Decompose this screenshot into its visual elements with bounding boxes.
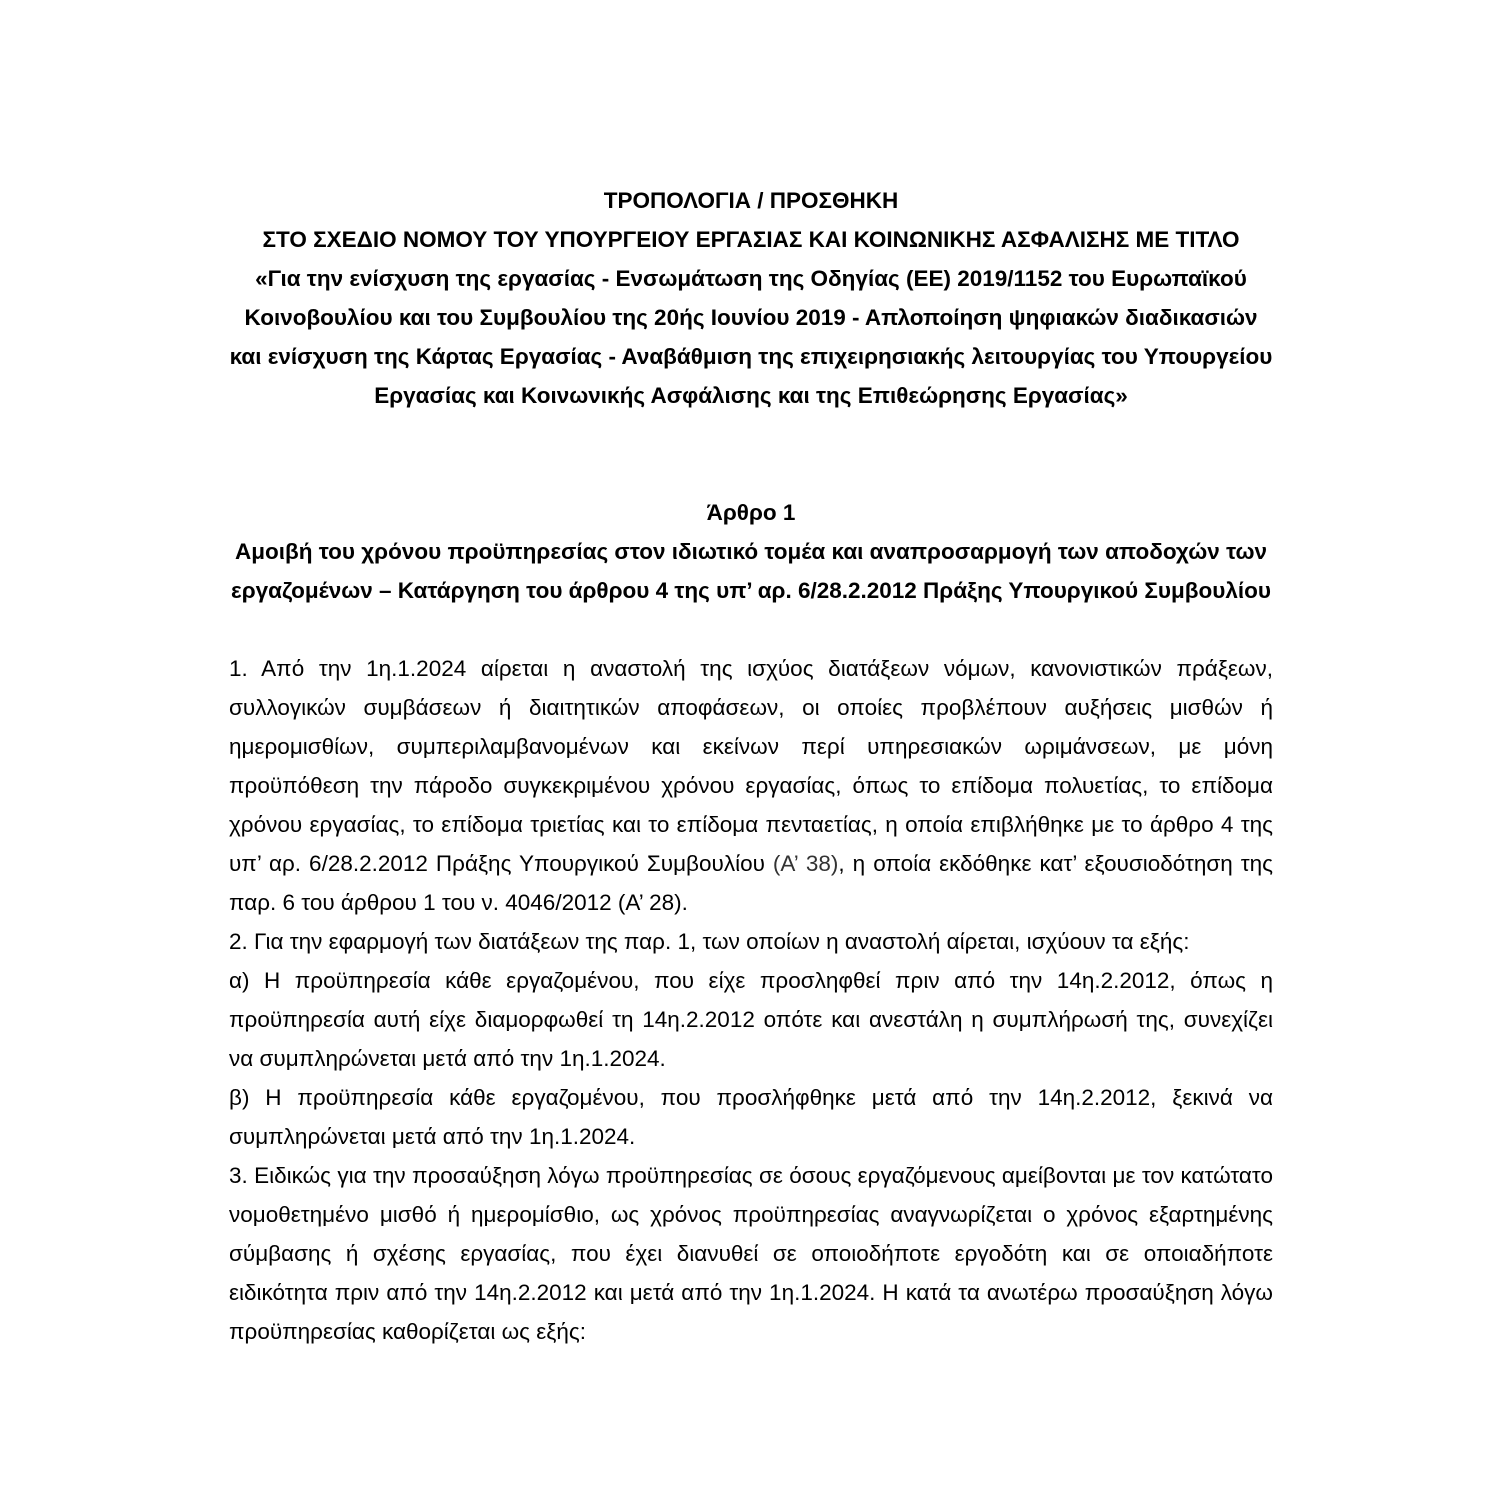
article-number: Άρθρο 1 [706,500,796,525]
amendment-title: ΤΡΟΠΟΛΟΓΙΑ / ΠΡΟΣΘΗΚΗ [603,188,899,213]
bill-title: «Για την ενίσχυση της εργασίας - Ενσωμάτωση της Οδηγίας (ΕΕ) 2019/1152 του Ευρωπαϊκού Κοινοβουλίου και του Συμβουλίου της 20ής Ιουνίου 2019 - Απλοποίηση ψηφιακών διαδικασιών και ενίσχυση της Κάρτας Εργασίας - Αναβάθμιση της επιχειρησιακής λειτουργίας του Υπουργείου Εργασίας και Κοινωνικής Ασφάλισης και της Επιθεώρησης Εργασίας» [229,266,1273,408]
bill-ministry-line: ΣΤΟ ΣΧΕΔΙΟ ΝΟΜΟΥ ΤΟΥ ΥΠΟΥΡΓΕΙΟΥ ΕΡΓΑΣΙΑΣ ΚΑΙ ΚΟΙΝΩΝΙΚΗΣ ΑΣΦΑΛΙΣΗΣ ΜΕ ΤΙΤΛΟ [262,227,1240,252]
spacer [229,610,1273,649]
article-heading [229,493,1273,610]
article-body [229,649,1273,1351]
spacer [229,415,1273,493]
paragraph-1-text-a: 1. Από την 1η.1.2024 αίρεται η αναστολή της ισχύος διατάξεων νόμων, κανονιστικών πράξεων, συλλογικών συμβάσεων ή διαιτητικών αποφάσεων, οι οποίες προβλέπουν αυξήσεις μισθών ή ημερομισθίων, συμπεριλαμβανομένων και εκείνων περί υπηρεσιακών ωριμάνσεων, με μόνη προϋπόθεση την πάροδο συγκεκριμένου χρόνου εργασίας, όπως το επίδομα πολυετίας, το επίδομα χρόνου εργασίας, το επίδομα τριετίας και το επίδομα πενταετίας, η οποία επιβλήθηκε με το άρθρο 4 της υπ’ αρ. 6/28.2.2012 Πράξης Υπουργικού Συμβουλίου [229,656,1273,876]
paragraph-2-b: β) Η προϋπηρεσία κάθε εργαζομένου, που προσλήφθηκε μετά από την 14η.2.2012, ξεκινά να συμπληρώνεται μετά από την 1η.1.2024. [229,1085,1273,1149]
paragraph-1 [229,649,1273,922]
paragraph-2-a: α) Η προϋπηρεσία κάθε εργαζομένου, που είχε προσληφθεί πριν από την 14η.2.2012, όπως η προϋπηρεσία αυτή είχε διαμορφωθεί τη 14η.2.2012 οπότε και ανεστάλη η συμπλήρωσή της, συνεχίζει να συμπληρώνεται μετά από την 1η.1.2024. [229,968,1273,1071]
paragraph-3: 3. Ειδικώς για την προσαύξηση λόγω προϋπηρεσίας σε όσους εργαζόμενους αμείβονται με τον κατώτατο νομοθετημένο μισθό ή ημερομίσθιο, ως χρόνος προϋπηρεσίας αναγνωρίζεται ο χρόνος εξαρτημένης σύμβασης ή σχέσης εργασίας, που έχει διανυθεί σε οποιοδήποτε εργοδότη και σε οποιαδήποτε ειδικότητα πριν από την 14η.2.2012 και μετά από την 1η.1.2024. Η κατά τα ανωτέρω προσαύξηση λόγω προϋπηρεσίας καθορίζεται ως εξής: [229,1163,1273,1344]
paragraph-2: 2. Για την εφαρμογή των διατάξεων της παρ. 1, των οποίων η αναστολή αίρεται, ισχύουν τα εξής: [229,929,1190,954]
title-block [229,181,1273,415]
gazette-reference: (Α’ 38) [772,851,839,876]
paragraph-1-text-b: , η οποία εκδόθηκε κατ’ εξουσιοδότηση της παρ. 6 του άρθρου 1 του ν. 4046/2012 (Α’ 28). [229,851,1273,915]
document-page [229,181,1273,1351]
article-title: Αμοιβή του χρόνου προϋπηρεσίας στον ιδιωτικό τομέα και αναπροσαρμογή των αποδοχών των εργαζομένων – Κατάργηση του άρθρου 4 της υπ’ αρ. 6/28.2.2012 Πράξης Υπουργικού Συμβουλίου [231,539,1271,603]
